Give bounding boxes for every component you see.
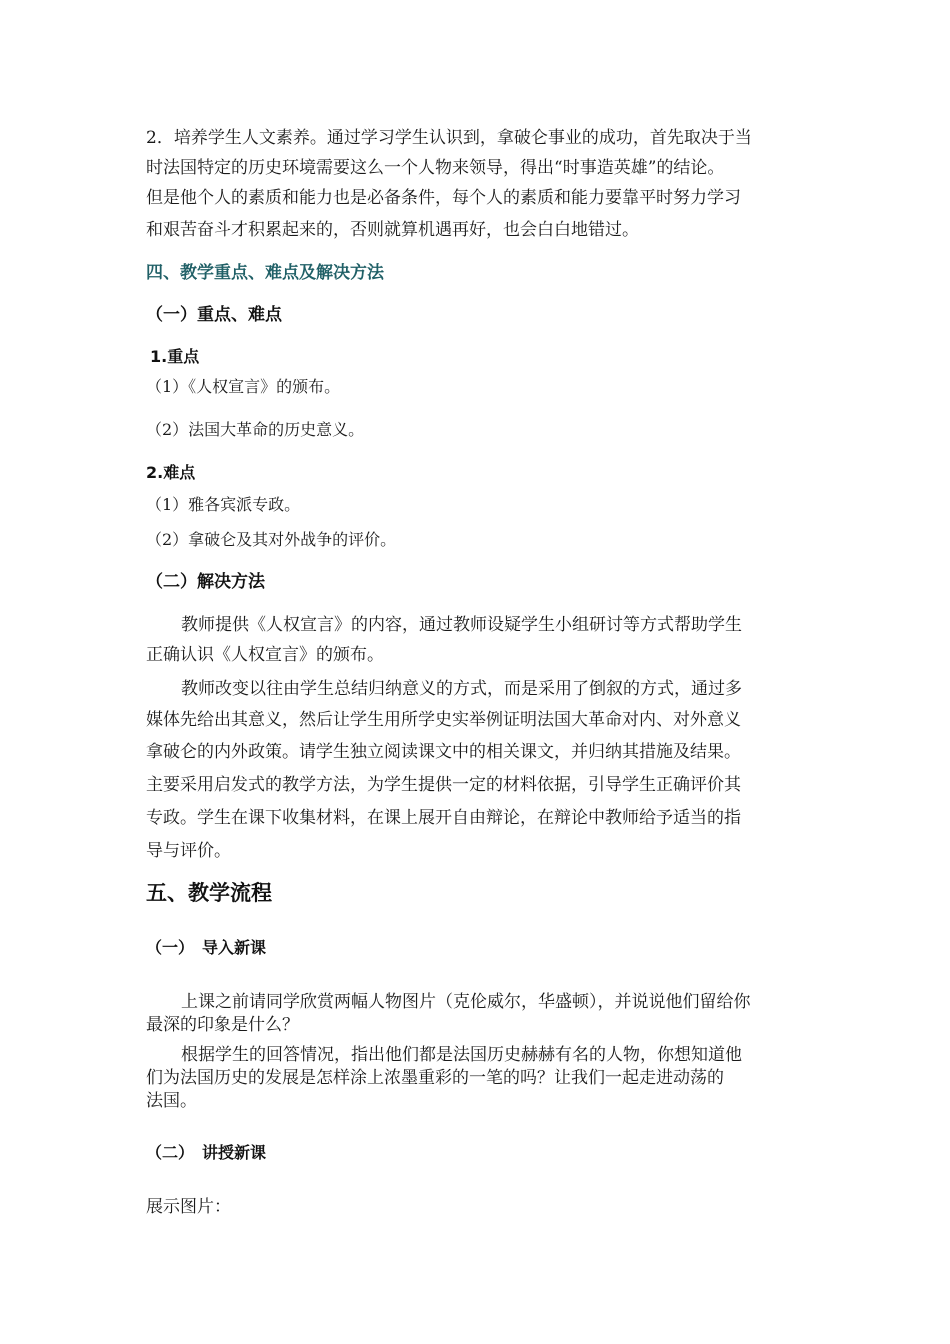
text-line: 但是他个人的素质和能力也是必备条件，每个人的素质和能力要靠平时努力学习 [146, 188, 741, 208]
text-line: 导与评价。 [146, 841, 231, 861]
text-line: 法国。 [146, 1091, 197, 1111]
subsection-heading: （一） 导入新课 [146, 938, 267, 957]
text-line: 教师改变以往由学生总结归纳意义的方式，而是采用了倒叙的方式，通过多 [181, 679, 742, 699]
list-item: （1）雅各宾派专政。 [146, 495, 301, 514]
text-line: 专政。学生在课下收集材料，在课上展开自由辩论，在辩论中教师给予适当的指 [146, 808, 741, 828]
subsection-heading: （二） 讲授新课 [146, 1143, 267, 1162]
text-line: 媒体先给出其意义，然后让学生用所学史实举例证明法国大革命对内、对外意义 [146, 710, 741, 730]
text-line: 拿破仑的内外政策。请学生独立阅读课文中的相关课文，并归纳其措施及结果。 [146, 742, 741, 762]
text-line: 2．培养学生人文素养。通过学习学生认识到，拿破仑事业的成功，首先取决于当 [146, 128, 752, 148]
text-line: 根据学生的回答情况，指出他们都是法国历史赫赫有名的人物，你想知道他 [181, 1045, 742, 1065]
text-line: 教师提供《人权宣言》的内容，通过教师设疑学生小组研讨等方式帮助学生 [181, 615, 742, 635]
key-points-title: 1.重点 [150, 347, 200, 366]
text-line: 最深的印象是什么？ [146, 1015, 299, 1035]
list-item: （1）《人权宣言》的颁布。 [146, 377, 341, 396]
list-item: （2）拿破仑及其对外战争的评价。 [146, 530, 397, 549]
text-line: 时法国特定的历史环境需要这么一个人物来领导，得出“时事造英雄”的结论。 [146, 158, 725, 178]
subsection-heading: （一）重点、难点 [146, 305, 282, 325]
list-item: （2）法国大革命的历史意义。 [146, 420, 365, 439]
text-line: 们为法国历史的发展是怎样涂上浓墨重彩的一笔的吗？让我们一起走进动荡的 [146, 1068, 724, 1088]
subsection-heading: （二）解决方法 [146, 572, 265, 592]
text-line: 和艰苦奋斗才积累起来的，否则就算机遇再好，也会白白地错过。 [146, 220, 639, 240]
text-line: 上课之前请同学欣赏两幅人物图片（克伦威尔，华盛顿），并说说他们留给你 [181, 992, 751, 1012]
section-heading-4: 四、教学重点、难点及解决方法 [146, 263, 384, 283]
section-heading-5: 五、教学流程 [146, 881, 272, 905]
text-line: 正确认识《人权宣言》的颁布。 [146, 645, 384, 665]
difficult-points-title: 2.难点 [146, 463, 196, 482]
text-line: 展示图片： [146, 1197, 231, 1217]
text-line: 主要采用启发式的教学方法，为学生提供一定的材料依据，引导学生正确评价其 [146, 775, 741, 795]
